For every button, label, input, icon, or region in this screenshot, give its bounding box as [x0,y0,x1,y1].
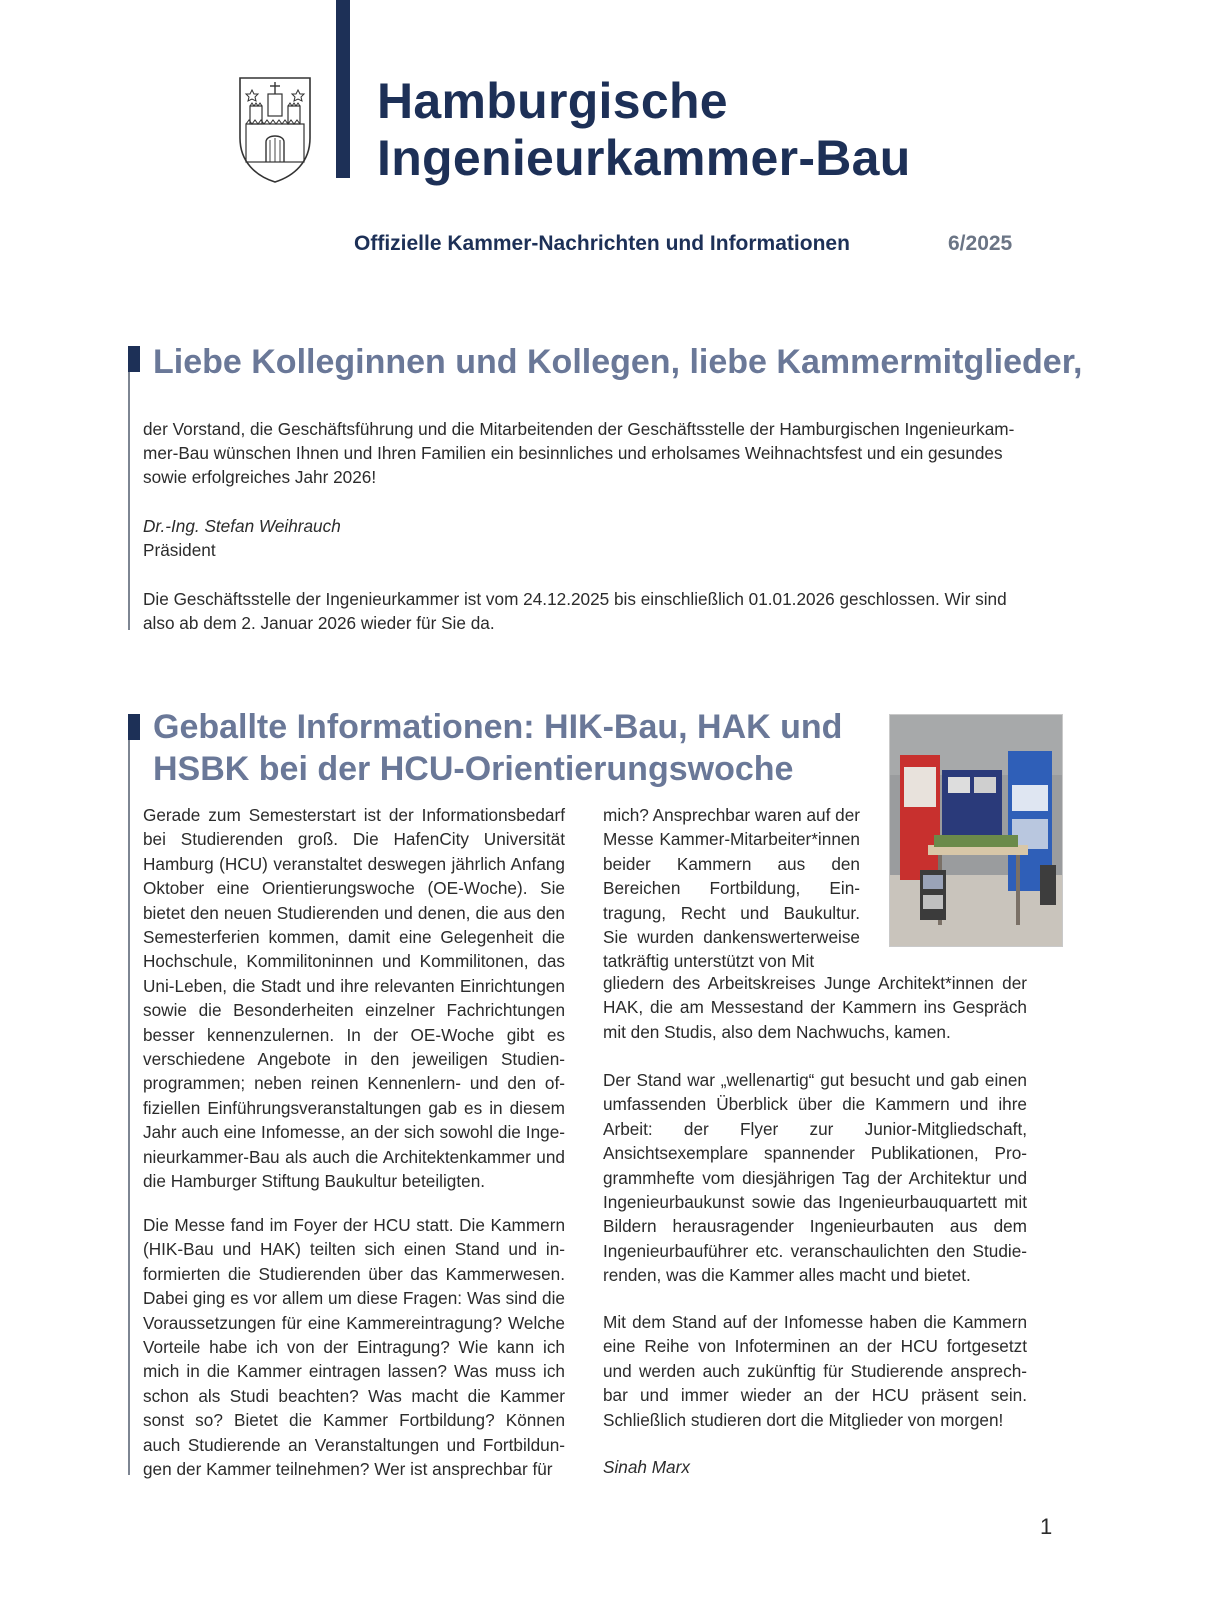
article-col2-paragraph3: Mit dem Stand auf der Infomesse haben die Kammern eine Reihe von Infoterminen an der HCU fortgesetzt und werden auch zukünftig für Studierende ansprechbar und immer wieder an der HCU präsent sein. Schließlich studieren dort die Mitglieder von morgen! [603,1312,1027,1430]
article-heading-line1: Geballte Informationen: HIK-Bau, HAK und [153,708,843,746]
signer-role: Präsident [143,540,216,560]
issue-number: 6/2025 [948,232,1013,255]
hamburg-coat-of-arms [238,76,312,184]
org-name-line1: Hamburgische [377,73,728,129]
publication-subtitle: Offizielle Kammer-Nachrichten und Informationen [354,232,850,255]
closure-notice-line2: also ab dem 2. Januar 2026 wieder für Sie da. [143,613,495,633]
greeting-body-line1: der Vorstand, die Geschäftsführung und die Mitarbeitenden der Geschäftsstelle der Hamburgischen Ingenieurkam- [143,419,1015,439]
greeting-body-line3: sowie erfolgreiches Jahr 2026! [143,467,377,487]
castle-icon [238,76,312,184]
article-heading-line2: HSBK bei der HCU-Orientierungswoche [153,750,794,788]
greeting-side-rule [128,372,130,630]
article-col1-paragraph2: Die Messe fand im Foyer der HCU statt. Die Kammern (HIK-Bau und HAK) teilten sich einen Stand und informierten die Studierenden über das Kammerwesen. Dabei ging es vor allem um diese Fragen: Was sind die Voraussetzungen für eine Kammereintragung? Welche Vorteile habe ich von der Eintragung? Wie kann ich mich in die Kammer eintragen lassen? Was muss ich schon als Studi beachten? Was macht die Kammer sonst so? Bietet die Kammer Fortbildung? Können auch Studierende an Veranstaltungen und Fortbildungen der Kammer teilnehmen? Wer ist ansprechbar für [143,1215,565,1480]
article-author: Sinah Marx [603,1457,690,1477]
signer-name: Dr.-Ing. Stefan Weihrauch [143,516,341,536]
header-vertical-bar [336,0,350,178]
article-col1-paragraph1: Gerade zum Semesterstart ist der Informationsbedarf bei Studierenden groß. Die HafenCity Universität Hamburg (HCU) veranstaltet deswegen jährlich Anfang Oktober eine Orientierungswoche (OE-Woche). Sie bietet den neuen Studierenden und denen, die aus den Semesterferien kommen, damit eine Gelegenheit die Hochschule, Kommilitoninnen und Kommilitonen, das Uni-Leben, die Stadt und ihre relevanten Einrichtungen sowie die Besonderheiten einzelner Fachrichtungen besser kennenzulernen. In der OE-Woche gibt es verschiedene Angebote in den jeweiligen Studienprogrammen; neben reinen Kennenlern- und den offiziellen Einführungsveranstaltungen gab es in diesem Jahr auch eine Infomesse, an der sich sowohl die Ingenieurkammer-Bau als auch die Architektenkammer und die Hamburger Stiftung Baukultur beteiligten. [143,805,565,1192]
greeting-body-line2: mer-Bau wünschen Ihnen und Ihren Familien ein besinnliches und erholsames Weihnachtsfest und ein gesundes [143,443,1003,463]
article-heading-marker [128,714,140,740]
org-name-line2: Ingenieurkammer-Bau [377,130,911,186]
closure-notice-line1: Die Geschäftsstelle der Ingenieurkammer ist vom 24.12.2025 bis einschließlich 01.01.2026 geschlossen. Wir sind [143,589,1007,609]
greeting-heading-marker [128,346,140,372]
article-col2-paragraph1-narrow: mich? Ansprechbar waren auf der Messe Kammer-Mitarbeiter*innen beider Kammern aus den Bereichen Fortbildung, Eintragung, Recht und Baukultur. Sie wurden dankenswerterweise tatkräftig unterstützt von Mit [603,805,860,972]
page-number: 1 [1040,1514,1053,1539]
article-col2-paragraph2: Der Stand war „wellenartig“ gut besucht und gab einen umfassenden Überblick über die Kammern und ihre Arbeit: der Flyer zur Junior-Mitgliedschaft, Ansichtsexemplare spannender Publikationen, Programmhefte vom diesjährigen Tag der Architektur und Ingenieurbaukunst sowie das Ingenieurbauquartett mit Bildern herausragender Ingenieurbauten aus dem Ingenieurbauführer etc. veranschaulichten den Studierenden, was die Kammer alles macht und bietet. [603,1070,1027,1286]
article-col2-paragraph1-wide: gliedern des Arbeitskreises Junge Architekt*innen der HAK, die am Messestand der Kammern ins Gespräch mit den Studis, also dem Nachwuchs, kamen. [603,973,1027,1042]
exhibition-stand-photo [889,714,1063,947]
article-side-rule [128,740,130,1475]
greeting-heading: Liebe Kolleginnen und Kollegen, liebe Kammermitglieder, [153,343,1083,381]
